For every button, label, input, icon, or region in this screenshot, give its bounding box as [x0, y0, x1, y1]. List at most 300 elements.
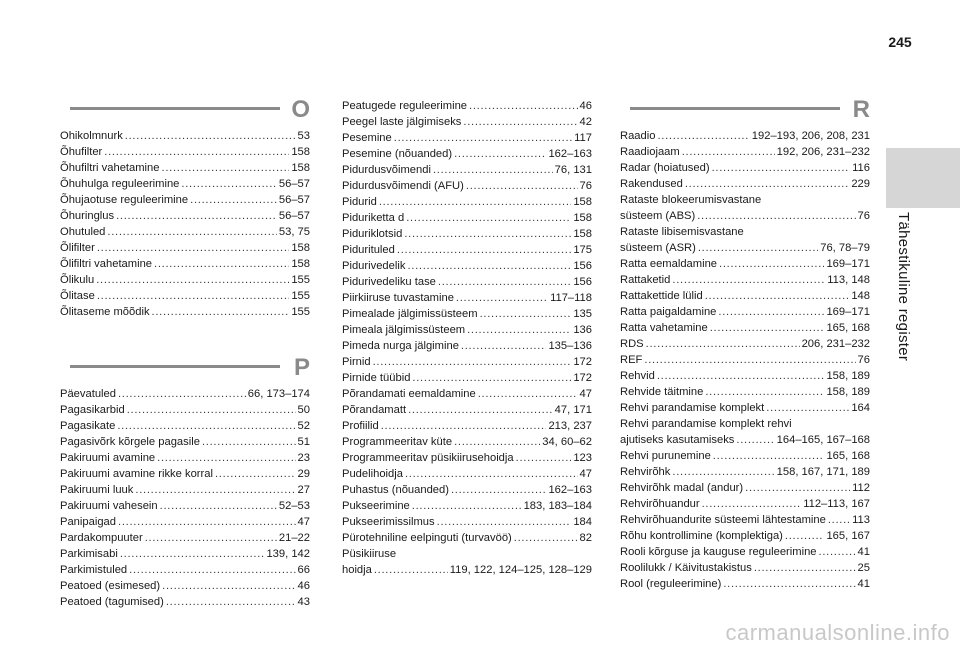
- index-pages: 113: [852, 514, 870, 526]
- index-entry: [60, 482, 310, 498]
- section-header-p: [60, 356, 310, 386]
- index-term: Peatoed (esimesed): [60, 580, 161, 592]
- index-term: Pesemine (nõuanded): [342, 148, 453, 160]
- index-pages: 47: [579, 468, 592, 480]
- index-term: Raadiojaam: [620, 146, 680, 158]
- index-pages: 53: [297, 130, 310, 142]
- index-pages: 56–57: [278, 194, 310, 206]
- index-entry: [60, 288, 310, 304]
- section-divider: [630, 107, 840, 110]
- leader-dots: [466, 178, 578, 194]
- index-list-p: [60, 386, 310, 610]
- leader-dots: [129, 562, 295, 578]
- leader-dots: [646, 336, 800, 352]
- index-pages: 165, 168: [826, 322, 870, 334]
- index-pages: 158: [573, 196, 592, 208]
- index-entry: [620, 448, 870, 464]
- index-column-2: [342, 98, 592, 578]
- index-entry: [60, 418, 310, 434]
- index-section-o: [60, 98, 310, 320]
- index-entry: [60, 402, 310, 418]
- index-pages: 135: [573, 308, 592, 320]
- index-pages: 76, 78–79: [820, 242, 870, 254]
- index-term: Rakendused: [620, 178, 683, 190]
- index-term: Pukseerimine: [342, 500, 410, 512]
- index-term: Piduriketta d: [342, 212, 405, 224]
- leader-dots: [408, 402, 553, 418]
- index-term: Õhuringlus: [60, 210, 115, 222]
- index-entry: [620, 432, 870, 448]
- index-term: Põrandamatt: [342, 404, 407, 416]
- index-entry: [342, 306, 592, 322]
- leader-dots: [379, 194, 572, 210]
- index-pages: 158: [573, 212, 592, 224]
- index-entry: [620, 400, 870, 416]
- index-entry: [342, 130, 592, 146]
- index-pages: 113, 148: [827, 274, 870, 286]
- leader-dots: [480, 306, 572, 322]
- index-entry: [342, 418, 592, 434]
- leader-dots: [682, 144, 775, 160]
- index-list-r: [620, 128, 870, 592]
- index-pages: 112: [852, 482, 870, 494]
- index-term: Rataste blokeerumisvastane: [620, 194, 762, 206]
- leader-dots: [145, 530, 277, 546]
- leader-dots: [107, 224, 276, 240]
- index-entry: [342, 290, 592, 306]
- index-term: Rattaketid: [620, 274, 671, 286]
- index-term: Peegel laste jälgimiseks: [342, 116, 462, 128]
- leader-dots: [118, 514, 296, 530]
- leader-dots: [162, 160, 290, 176]
- leader-dots: [456, 290, 548, 306]
- index-entry: [60, 434, 310, 450]
- index-entry: [620, 128, 870, 144]
- index-entry: [342, 482, 592, 498]
- index-term: Pagasikarbid: [60, 404, 125, 416]
- index-pages: 21–22: [278, 532, 310, 544]
- index-pages: 41: [857, 546, 870, 558]
- leader-dots: [685, 176, 850, 192]
- index-term: Rehvi purunemine: [620, 450, 711, 462]
- index-term: Pidurdusvõimendi (AFU): [342, 180, 464, 192]
- index-pages: 41: [857, 578, 870, 590]
- index-pages: 76, 131: [554, 164, 592, 176]
- index-entry: [60, 514, 310, 530]
- leader-dots: [819, 544, 856, 560]
- leader-dots: [154, 256, 289, 272]
- section-header-r: [620, 98, 870, 128]
- leader-dots: [166, 594, 296, 610]
- section-tab-label: Tähestikuline register: [895, 212, 912, 362]
- watermark: carmanualsonline.info: [725, 620, 950, 645]
- index-term: Pesemine: [342, 132, 392, 144]
- index-entry: [342, 98, 592, 114]
- index-section-p: [60, 356, 310, 610]
- index-term: Pidurivedeliku tase: [342, 276, 436, 288]
- index-pages: 112–113, 167: [803, 498, 870, 510]
- index-term: Õlitase: [60, 290, 95, 302]
- index-term: Raadio: [620, 130, 656, 142]
- index-pages: 136: [573, 324, 592, 336]
- index-term: Pagasikate: [60, 420, 116, 432]
- index-term: Pimeda nurga jälgimine: [342, 340, 459, 352]
- index-list-o: [60, 128, 310, 320]
- index-term: Pukseerimissilmus: [342, 516, 435, 528]
- index-pages: 155: [291, 274, 310, 286]
- index-term: Püsikiiruse: [342, 548, 397, 560]
- page-number: 245: [888, 34, 912, 50]
- index-pages: 165, 168: [826, 450, 870, 462]
- index-pages: 66, 173–174: [247, 388, 310, 400]
- leader-dots: [657, 368, 825, 384]
- index-pages: 158, 189: [826, 386, 870, 398]
- index-term: Programmeeritav püsikiirusehoidja: [342, 452, 514, 464]
- index-pages: 192, 206, 231–232: [776, 146, 870, 158]
- index-entry: [342, 258, 592, 274]
- leader-dots: [190, 192, 277, 208]
- leader-dots: [438, 274, 571, 290]
- index-term: Ohutuled: [60, 226, 106, 238]
- index-term: Pirnide tüübid: [342, 372, 411, 384]
- leader-dots: [672, 464, 774, 480]
- index-pages: 158, 189: [826, 370, 870, 382]
- leader-dots: [135, 482, 295, 498]
- index-pages: 139, 142: [266, 548, 310, 560]
- leader-dots: [736, 432, 774, 448]
- index-term: Ratta paigaldamine: [620, 306, 717, 318]
- index-entry: [60, 304, 310, 320]
- index-entry: [342, 146, 592, 162]
- leader-dots: [404, 226, 571, 242]
- index-term: Rehvid: [620, 370, 655, 382]
- leader-dots: [104, 144, 289, 160]
- index-pages: 42: [579, 116, 592, 128]
- index-pages: 175: [573, 244, 592, 256]
- leader-dots: [405, 466, 578, 482]
- index-entry: [620, 160, 870, 176]
- index-pages: 135–136: [548, 340, 592, 352]
- leader-dots: [407, 258, 571, 274]
- leader-dots: [374, 562, 448, 578]
- leader-dots: [127, 402, 296, 418]
- index-term: Pidurituled: [342, 244, 395, 256]
- index-entry: [620, 288, 870, 304]
- index-term: Peatoed (tagumised): [60, 596, 164, 608]
- leader-dots: [437, 514, 572, 530]
- index-pages: 117–118: [550, 292, 592, 304]
- index-entry: [342, 274, 592, 290]
- index-entry: [342, 562, 592, 578]
- index-term: Rataste libisemisvastane: [620, 226, 744, 238]
- index-pages: 50: [297, 404, 310, 416]
- index-term: Rõhu kontrollimine (komplektiga): [620, 530, 783, 542]
- leader-dots: [718, 304, 824, 320]
- leader-dots: [461, 338, 547, 354]
- index-term: Õhufilter: [60, 146, 103, 158]
- index-pages: 47: [297, 516, 310, 528]
- leader-dots: [215, 466, 296, 482]
- leader-dots: [463, 114, 577, 130]
- leader-dots: [412, 498, 522, 514]
- index-pages: 46: [297, 580, 310, 592]
- index-entry: [60, 176, 310, 192]
- index-entry: [620, 224, 870, 240]
- index-entry: [620, 240, 870, 256]
- index-term: REF: [620, 354, 643, 366]
- index-entry: [620, 192, 870, 208]
- index-term: RDS: [620, 338, 644, 350]
- index-pages: 169–171: [826, 258, 870, 270]
- leader-dots: [451, 482, 546, 498]
- index-entry: [342, 450, 592, 466]
- index-entry: [342, 530, 592, 546]
- leader-dots: [478, 386, 578, 402]
- index-entry: [60, 562, 310, 578]
- index-pages: 155: [291, 290, 310, 302]
- index-term: Rehvi parandamise komplekt rehvi: [620, 418, 792, 430]
- index-term: Rattakettide lülid: [620, 290, 703, 302]
- leader-dots: [118, 386, 246, 402]
- index-entry: [620, 416, 870, 432]
- index-term: Pimealade jälgimissüsteem: [342, 308, 478, 320]
- index-term: süsteem (ASR): [620, 242, 696, 254]
- index-pages: 29: [297, 468, 310, 480]
- index-pages: 116: [852, 162, 870, 174]
- index-term: Õhujaotuse reguleerimine: [60, 194, 189, 206]
- leader-dots: [467, 322, 571, 338]
- index-pages: 34, 60–62: [542, 436, 592, 448]
- index-term: Pakiruumi avamine rikke korral: [60, 468, 213, 480]
- index-term: Rehvi parandamise komplekt: [620, 402, 765, 414]
- leader-dots: [672, 272, 825, 288]
- section-divider: [70, 365, 280, 368]
- leader-dots: [719, 256, 824, 272]
- index-term: Rool (reguleerimine): [620, 578, 722, 590]
- index-pages: 158, 167, 171, 189: [776, 466, 870, 478]
- leader-dots: [381, 418, 547, 434]
- index-term: Pimeala jälgimissüsteem: [342, 324, 466, 336]
- leader-dots: [412, 370, 571, 386]
- index-entry: [620, 352, 870, 368]
- leader-dots: [698, 240, 818, 256]
- index-term: Pidurivedelik: [342, 260, 406, 272]
- index-entry: [60, 224, 310, 240]
- index-pages: 158: [291, 242, 310, 254]
- index-pages: 158: [291, 258, 310, 270]
- index-pages: 119, 122, 124–125, 128–129: [449, 564, 592, 576]
- index-pages: 158: [573, 228, 592, 240]
- index-pages: 164–165, 167–168: [776, 434, 870, 446]
- leader-dots: [766, 400, 849, 416]
- index-entry: [620, 544, 870, 560]
- index-entry: [620, 208, 870, 224]
- index-term: Põrandamati eemaldamine: [342, 388, 476, 400]
- index-pages: 46: [579, 100, 592, 112]
- index-term: Õlitaseme mõõdik: [60, 306, 150, 318]
- index-entry: [342, 402, 592, 418]
- leader-dots: [406, 210, 571, 226]
- index-pages: 172: [573, 356, 592, 368]
- leader-dots: [710, 320, 825, 336]
- index-pages: 52: [297, 420, 310, 432]
- index-entry: [620, 384, 870, 400]
- index-entry: [60, 192, 310, 208]
- index-entry: [342, 114, 592, 130]
- leader-dots: [469, 98, 578, 114]
- index-pages: 206, 231–232: [801, 338, 870, 350]
- leader-dots: [120, 546, 265, 562]
- index-entry: [620, 336, 870, 352]
- index-entry: [60, 594, 310, 610]
- index-term: Ratta vahetamine: [620, 322, 708, 334]
- index-entry: [342, 226, 592, 242]
- index-entry: [60, 128, 310, 144]
- index-pages: 56–57: [278, 210, 310, 222]
- index-pages: 76: [579, 180, 592, 192]
- index-entry: [342, 370, 592, 386]
- index-entry: [342, 210, 592, 226]
- index-term: Pürotehniline eelpinguti (turvavöö): [342, 532, 512, 544]
- leader-dots: [160, 498, 277, 514]
- index-entry: [620, 320, 870, 336]
- index-pages: 172: [573, 372, 592, 384]
- index-term: Ohikolmnurk: [60, 130, 123, 142]
- index-section-r: [620, 98, 870, 592]
- index-list-p-continued: [342, 98, 592, 578]
- index-pages: 148: [851, 290, 870, 302]
- index-pages: 155: [291, 306, 310, 318]
- index-term: Roolilukk / Käivitustakistus: [620, 562, 752, 574]
- index-pages: 27: [297, 484, 310, 496]
- index-entry: [620, 256, 870, 272]
- index-pages: 25: [857, 562, 870, 574]
- leader-dots: [712, 160, 851, 176]
- leader-dots: [162, 578, 295, 594]
- leader-dots: [754, 560, 856, 576]
- index-term: Pirnid: [342, 356, 371, 368]
- index-entry: [620, 272, 870, 288]
- index-entry: [60, 256, 310, 272]
- index-term: Õlifiltri vahetamine: [60, 258, 153, 270]
- leader-dots: [96, 272, 289, 288]
- index-term: hoidja: [342, 564, 372, 576]
- leader-dots: [785, 528, 825, 544]
- leader-dots: [433, 162, 553, 178]
- index-pages: 213, 237: [548, 420, 592, 432]
- index-pages: 53, 75: [278, 226, 310, 238]
- index-entry: [342, 386, 592, 402]
- index-pages: 156: [573, 276, 592, 288]
- index-entry: [342, 434, 592, 450]
- index-entry: [60, 450, 310, 466]
- index-term: Õlifilter: [60, 242, 95, 254]
- leader-dots: [702, 496, 802, 512]
- index-term: Õhufiltri vahetamine: [60, 162, 160, 174]
- index-entry: [342, 498, 592, 514]
- index-term: Pakiruumi luuk: [60, 484, 134, 496]
- leader-dots: [514, 530, 578, 546]
- index-term: Päevatuled: [60, 388, 116, 400]
- leader-dots: [152, 304, 290, 320]
- index-pages: 66: [297, 564, 310, 576]
- index-entry: [60, 530, 310, 546]
- index-term: Rehvirõhk: [620, 466, 671, 478]
- leader-dots: [394, 130, 572, 146]
- index-entry: [342, 178, 592, 194]
- index-term: süsteem (ABS): [620, 210, 696, 222]
- index-entry: [620, 528, 870, 544]
- index-term: Pidurdusvõimendi: [342, 164, 431, 176]
- index-pages: 158: [291, 162, 310, 174]
- index-entry: [342, 514, 592, 530]
- index-entry: [60, 272, 310, 288]
- leader-dots: [697, 208, 855, 224]
- section-header-o: [60, 98, 310, 128]
- leader-dots: [97, 240, 290, 256]
- index-entry: [342, 546, 592, 562]
- index-term: Piduriklotsid: [342, 228, 403, 240]
- index-pages: 23: [297, 452, 310, 464]
- index-pages: 47: [579, 388, 592, 400]
- index-entry: [60, 546, 310, 562]
- index-pages: 117: [574, 132, 592, 144]
- index-term: Pidurid: [342, 196, 377, 208]
- index-pages: 156: [573, 260, 592, 272]
- index-term: Õhuhulga reguleerimine: [60, 178, 180, 190]
- index-entry: [620, 512, 870, 528]
- section-letter-o: O: [291, 96, 310, 123]
- index-entry: [620, 496, 870, 512]
- index-term: Ratta eemaldamine: [620, 258, 718, 270]
- leader-dots: [397, 242, 571, 258]
- index-pages: 169–171: [826, 306, 870, 318]
- leader-dots: [723, 576, 855, 592]
- index-term: Pakiruumi avamine: [60, 452, 156, 464]
- section-letter-r: R: [852, 96, 870, 123]
- index-entry: [60, 386, 310, 402]
- index-entry: [620, 560, 870, 576]
- index-term: Radar (hoiatused): [620, 162, 710, 174]
- leader-dots: [116, 208, 277, 224]
- index-entry: [620, 480, 870, 496]
- leader-dots: [373, 354, 572, 370]
- index-pages: 56–57: [278, 178, 310, 190]
- index-entry: [60, 578, 310, 594]
- leader-dots: [125, 128, 296, 144]
- leader-dots: [454, 434, 540, 450]
- index-entry: [60, 498, 310, 514]
- index-term: Parkimistuled: [60, 564, 128, 576]
- index-entry: [620, 464, 870, 480]
- leader-dots: [97, 288, 290, 304]
- index-term: Pakiruumi vahesein: [60, 500, 158, 512]
- section-divider: [70, 107, 280, 110]
- index-term: Piirkiiruse tuvastamine: [342, 292, 454, 304]
- index-pages: 52–53: [278, 500, 310, 512]
- index-pages: 43: [297, 596, 310, 608]
- index-pages: 164: [851, 402, 870, 414]
- index-term: Rehvirõhuandur: [620, 498, 700, 510]
- index-term: Puhastus (nõuanded): [342, 484, 449, 496]
- index-entry: [60, 240, 310, 256]
- index-entry: [342, 466, 592, 482]
- index-term: ajutiseks kasutamiseks: [620, 434, 735, 446]
- index-entry: [342, 338, 592, 354]
- leader-dots: [157, 450, 295, 466]
- index-term: Rehvirõhuandurite süsteemi lähtestamine: [620, 514, 826, 526]
- index-term: Rooli kõrguse ja kauguse reguleerimine: [620, 546, 817, 558]
